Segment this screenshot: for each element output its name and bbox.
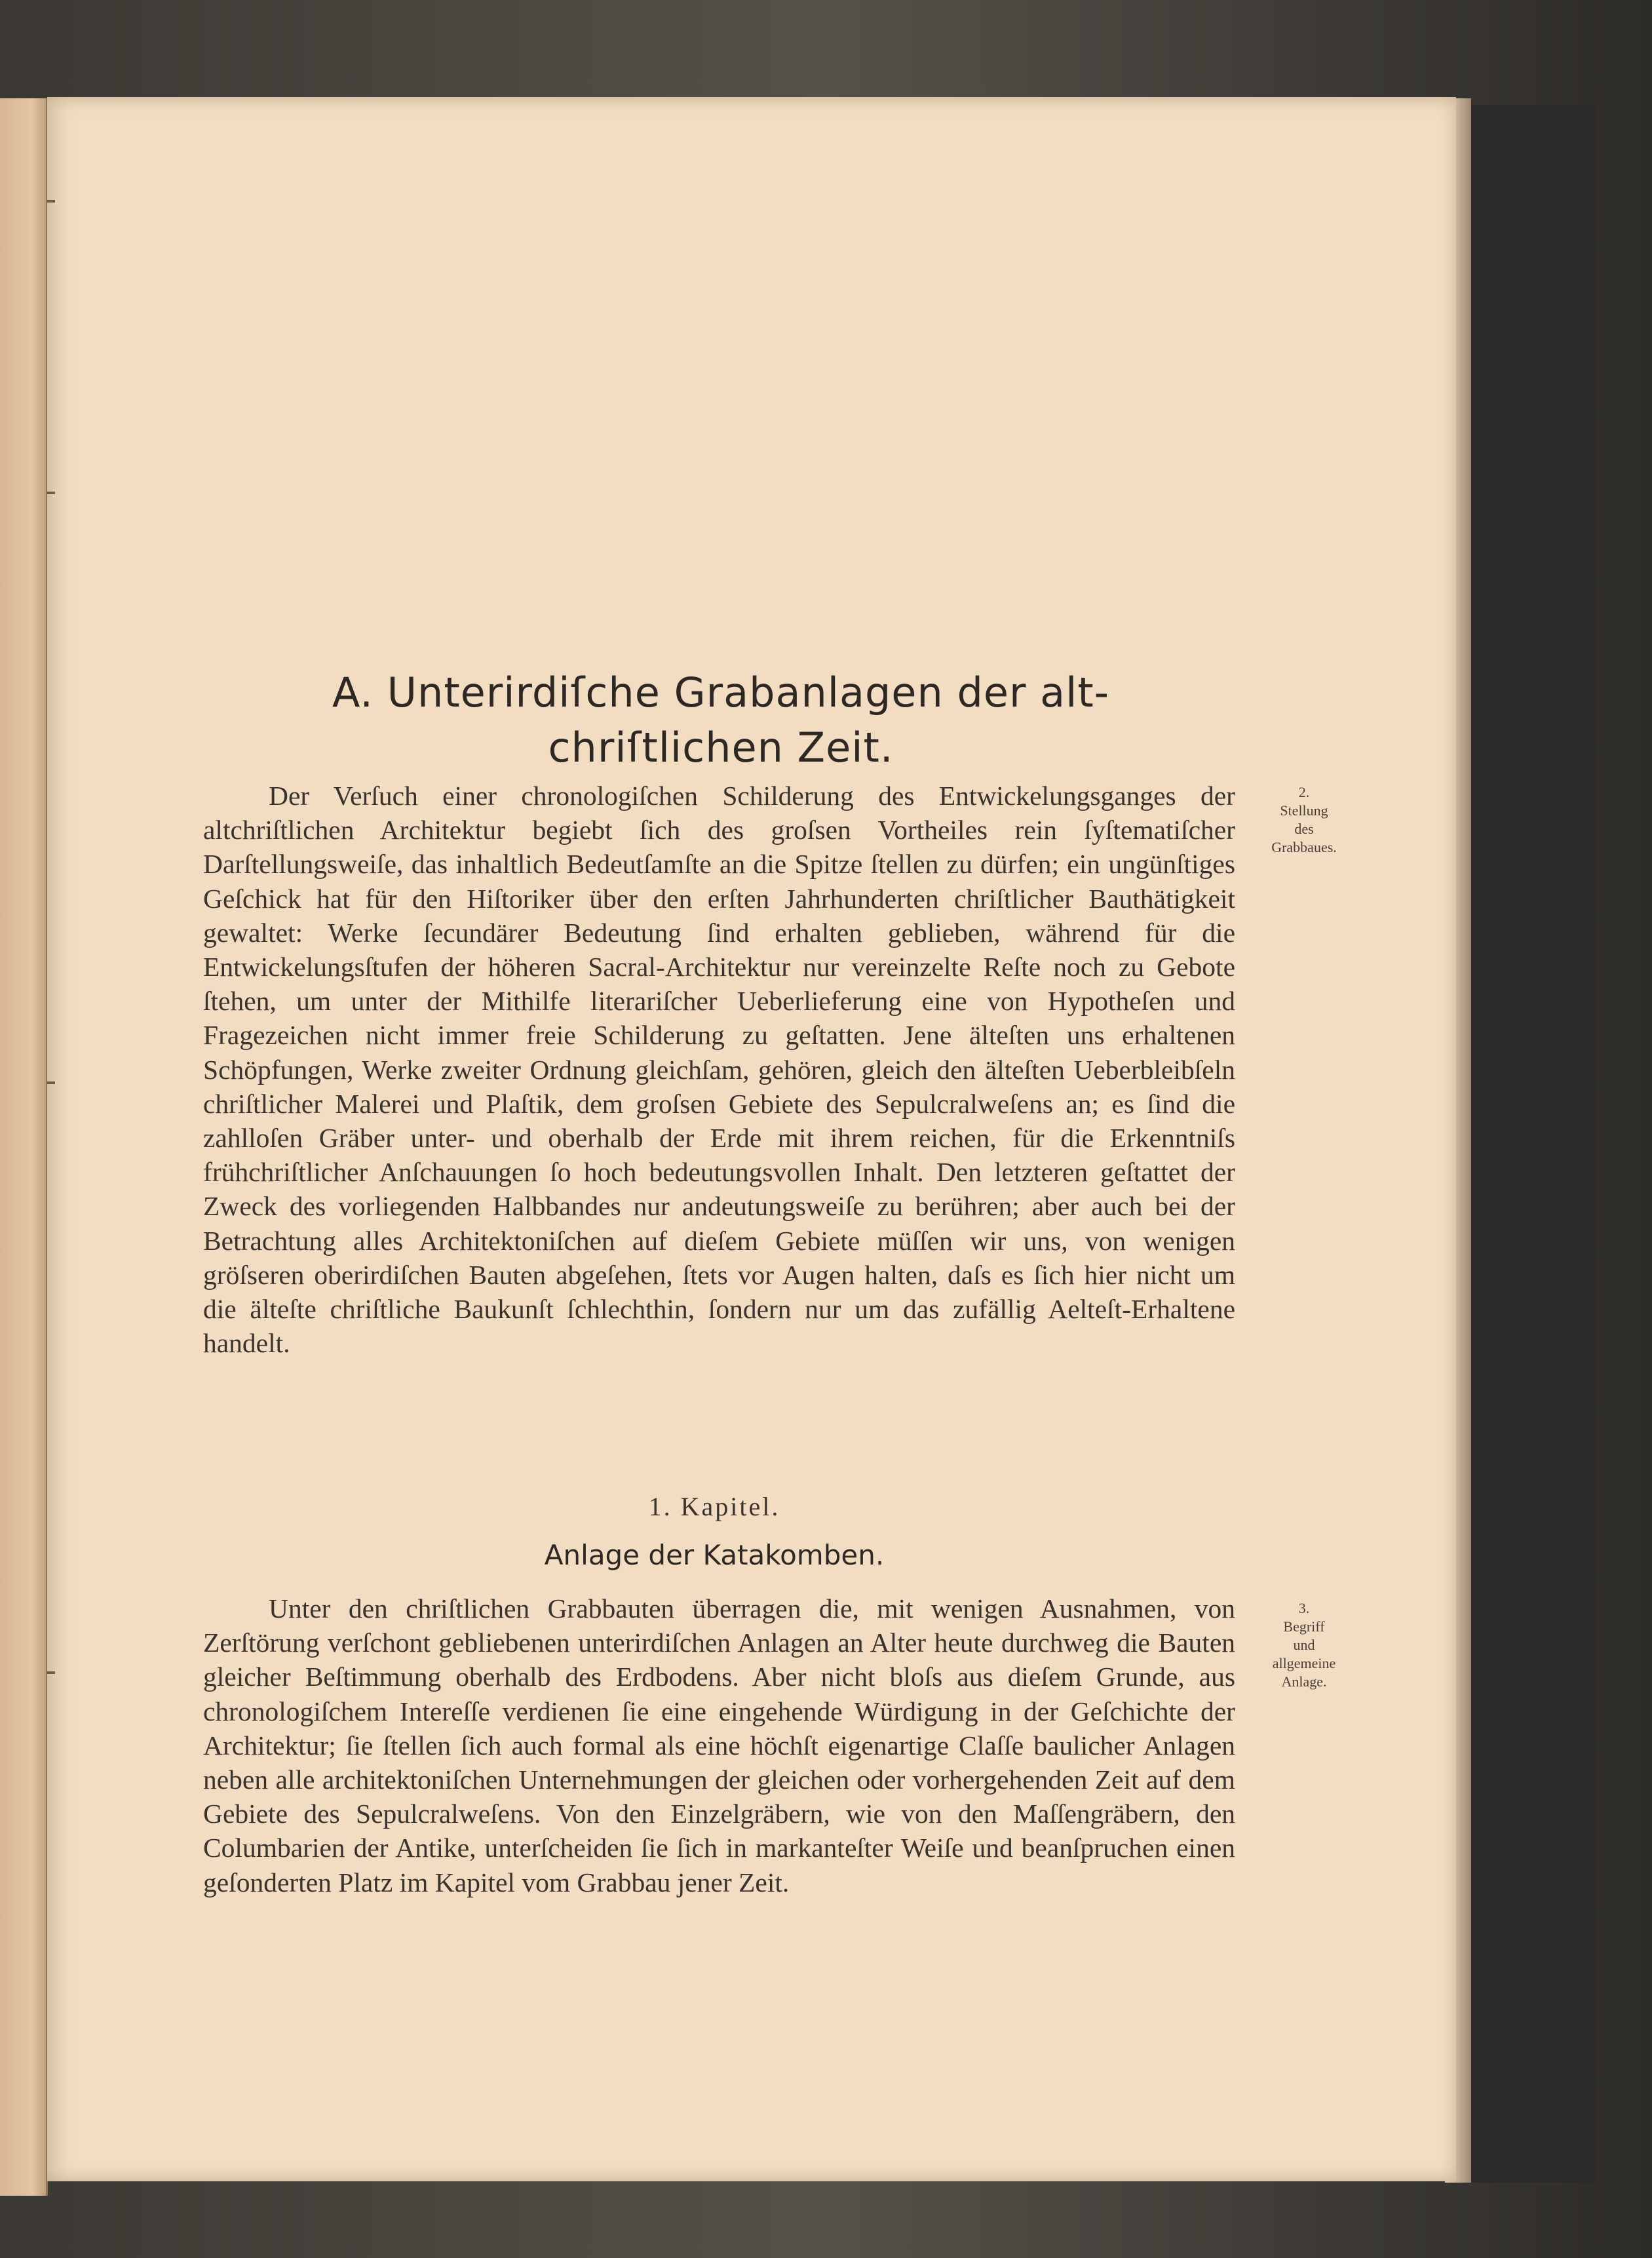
page-mark (47, 1081, 55, 1084)
book-binding (1465, 105, 1596, 2183)
marginal-line: und (1293, 1637, 1315, 1653)
page-mark (47, 200, 55, 203)
marginal-line: allgemeine (1272, 1655, 1336, 1671)
page-mark (47, 1671, 55, 1674)
section-title (197, 665, 1245, 775)
marginal-line: Begriff (1283, 1618, 1325, 1635)
marginal-number: 2. (1298, 784, 1310, 800)
marginal-line: Stellung (1280, 802, 1328, 819)
marginal-note-3 (1245, 1599, 1363, 1691)
previous-page-edge (0, 98, 48, 2196)
marginal-line: Grabbaues. (1271, 839, 1337, 855)
marginal-line: des (1294, 821, 1314, 837)
paragraph-anlage: Unter den chriſtlichen Grabbauten überragen die, mit wenigen Ausnahmen, von Zerſtörung verſchont gebliebenen unterirdiſchen Anlagen an Alter heute durchweg die Bauten gleicher Beſtimmung oberhalb des Erdbodens. Aber nicht bloſs aus dieſem Grunde, aus chronologiſchem Intereſſe verdienen ſie eine eingehende Würdigung in der Geſchichte der Architektur; ſie ſtellen ſich auch formal als eine höchſt eigenartige Claſſe baulicher Anlagen neben alle architektoniſchen Unternehmungen der gleichen oder vorhergehenden Zeit auf dem Gebiete des Sepulcralweſens. Von den Einzelgräbern, wie von den Maſſengräbern, den Columbarien der Antike, unterſcheiden ſie ſich in markanteſter Weiſe und beanſpruchen einen geſonderten Platz im Kapitel vom Grabbau jener Zeit. (203, 1593, 1235, 1898)
page-mark (47, 492, 55, 494)
paragraph-stellung: Der Verſuch einer chronologiſchen Schilderung des Entwickelungsganges der altchriſtlichen Architektur begiebt ſich des groſsen Vortheiles rein ſyſtematiſcher Darſtellungsweiſe, das inhaltlich Bedeutſamſte an die Spitze ſtellen zu dürfen; ein ungünſtiges Geſchick hat für den Hiſtoriker über den erſten Jahrhunderten chriſtlicher Bauthätigkeit gewaltet: Werke ſecundärer Bedeutung ſind erhalten geblieben, während für die Entwickelungsſtufen der höheren Sacral-Architektur nur vereinzelte Reſte noch zu Gebote ſtehen, um unter der Mithilfe literariſcher Ueberlieferung eine von Hypotheſen und Fragezeichen nicht immer freie Schilderung zu geſtatten. Jene älteſten uns erhaltenen Schöpfungen, Werke zweiter Ordnung gleichſam, gehören, gleich den älteſten Ueberbleibſeln chriſtlicher Malerei und Plaſtik, dem groſsen Gebiete des Sepulcralweſens an; es ſind die zahlloſen Gräber unter- und oberhalb der Erde mit ihrem reichen, für die Erkenntniſs frühchriſtlicher Anſchauungen ſo hoch bedeutungsvollen Inhalt. Den letzteren geſtattet der Zweck des vorliegenden Halbbandes nur andeutungsweiſe zu berühren; aber auch bei der Betrachtung alles Architektoniſchen auf dieſem Gebiete müſſen wir uns, von wenigen gröſseren oberirdiſchen Bauten abgeſehen, ſtets vor Augen halten, daſs es ſich hier nicht um die älteſte chriſtliche Baukunſt ſchlechthin, ſondern nur um das zufällig Aelteſt-Erhaltene handelt. (203, 781, 1235, 1359)
chapter-title: Anlage der Katakomben. (544, 1539, 885, 1571)
chapter-number: 1. Kapitel. (648, 1492, 780, 1521)
section-title-line1: A. Unterirdiſche Grabanlagen der alt- (332, 669, 1110, 716)
section-title-line2: chriſtlichen Zeit. (548, 724, 894, 771)
marginal-line: Anlage. (1281, 1673, 1327, 1690)
marginal-number: 3. (1298, 1600, 1310, 1616)
marginal-note-2 (1245, 783, 1363, 857)
